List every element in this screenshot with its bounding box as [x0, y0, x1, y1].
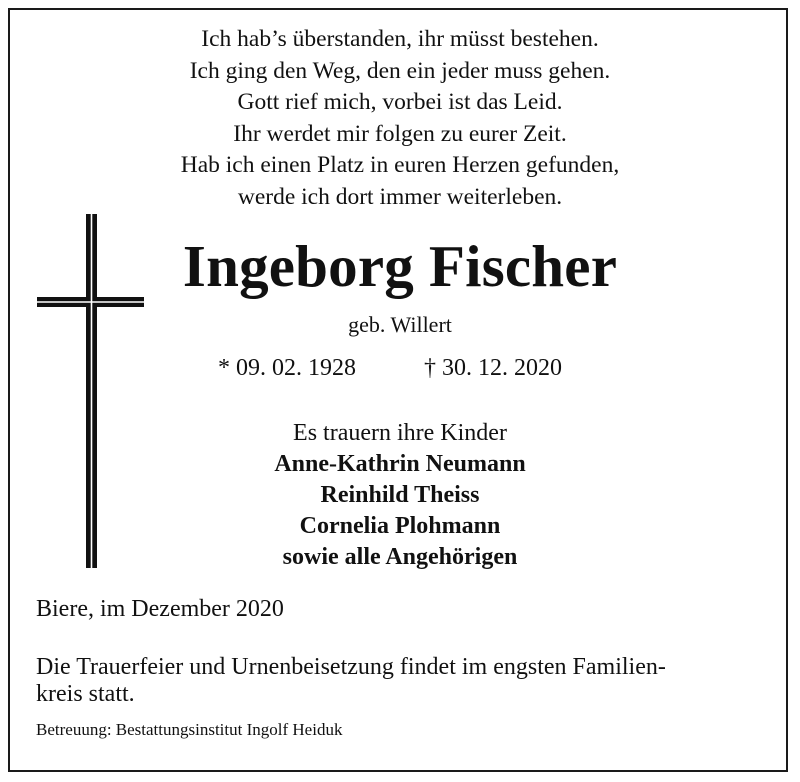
mourners-intro: Es trauern ihre Kinder — [293, 420, 507, 446]
birth-date: * 09. 02. 1928 — [218, 355, 356, 381]
poem-line: werde ich dort immer weiterleben. — [237, 183, 563, 210]
mourners-block — [0, 418, 800, 573]
poem-line: Hab ich einen Platz in euren Herzen gefunden, — [180, 152, 620, 178]
poem-line: Ihr werdet mir folgen zu eurer Zeit. — [233, 120, 567, 147]
poem-line: Ich hab’s überstanden, ihr müsst bestehen. — [201, 26, 599, 52]
care-credit: Betreuung: Bestattungsinstitut Ingolf Heiduk — [36, 720, 343, 739]
mourner-name: Anne-Kathrin Neumann — [274, 451, 526, 477]
death-date: † 30. 12. 2020 — [424, 355, 562, 381]
poem — [0, 24, 800, 213]
funeral-notice — [36, 654, 776, 708]
mourner-name: Cornelia Plohmann — [299, 513, 501, 539]
mourner-name: Reinhild Theiss — [320, 482, 480, 508]
maiden-name: geb. Willert — [348, 312, 452, 337]
poem-line: Gott rief mich, vorbei ist das Leid. — [237, 89, 563, 115]
funeral-line: Die Trauerfeier und Urnenbeisetzung findet im engsten Familien- — [36, 654, 666, 680]
deceased-name: Ingeborg Fischer — [182, 233, 618, 299]
mourner-name: sowie alle Angehörigen — [282, 544, 518, 570]
place-date: Biere, im Dezember 2020 — [36, 596, 284, 622]
funeral-line: kreis statt. — [36, 681, 135, 707]
poem-line: Ich ging den Weg, den ein jeder muss gehen. — [189, 57, 611, 84]
